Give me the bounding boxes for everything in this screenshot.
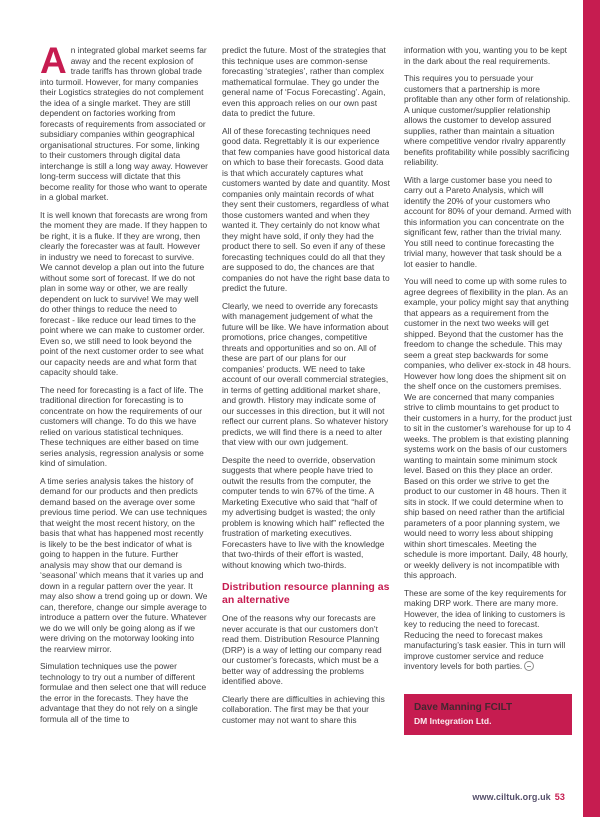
article-body bbox=[40, 40, 572, 735]
article-column-1 bbox=[40, 40, 208, 735]
end-of-article-icon bbox=[524, 661, 534, 671]
page-footer bbox=[472, 792, 565, 802]
page-number: 53 bbox=[554, 792, 565, 802]
paragraph-text: n integrated global market seems far away and the recent explosion of trade tariffs has thrown global trade into turmoil. However, for many companies their Logistics strategies do not complement the idea of a single market. They are still dependent on factories working from forecasts of requirements from associated or subsidiary companies within geographical organisational structures. For some, linking to their customers through digital data interchange is still a long way away. However long-term success will dictate that this become reality for those who want to operate in a global market. bbox=[40, 45, 208, 202]
paragraph bbox=[404, 588, 572, 672]
article-column-3 bbox=[404, 45, 572, 735]
paragraph: Despite the need to override, observation suggests that where people have tried to outwit the results from the computer, the computer tends to win 67% of the time. A Marketing Executive who said that “half of my advertising budget is wasted; the only problem is knowing which half” reflected the frustration of marketing executives. Forecasters have to live with the knowledge that two-thirds of their effort is wasted, without knowing which two-thirds. bbox=[222, 454, 385, 570]
author-box bbox=[404, 694, 572, 735]
author-name: Dave Manning FCILT bbox=[414, 701, 513, 713]
paragraph-text: These are some of the key requirements for making DRP work. There are many more. However, the idea of linking to customers is key to reducing the need to forecast. Reducing the need to forecast makes manufacturing’s task easier. This in turn will improve customer service and reduce inventory levels for both parties. bbox=[404, 587, 567, 671]
paragraph: All of these forecasting techniques need good data. Regrettably it is our experience that few companies have good historical data on which to base their forecasts. Good data is that which accurately captures what customers wanted by date and quantity. Most companies only maintain records of what they sent their customers, regardless of what those customers wanted and when they wanted it. They certainly do not know what they might have sold, if only they had the product there to sell. So even if any of these forecasting techniques could do all that they are supposed to do, the chances are that companies do not have the right base data to predict the future. bbox=[222, 125, 390, 293]
drop-cap: A bbox=[40, 40, 67, 81]
paragraph bbox=[40, 40, 208, 203]
paragraph: predict the future. Most of the strategies that this technique uses are common-sense forecasting ‘strategies’, rather than complex mathematical formulae. They go under the general name of ‘Focus Forecasting’. Again, even this approach relies on our own past data to predict the future. bbox=[222, 45, 386, 118]
paragraph: information with you, wanting you to be kept in the dark about the real requirements. bbox=[404, 45, 567, 66]
section-heading: Distribution resource planning as an alternative bbox=[222, 581, 390, 606]
paragraph: The need for forecasting is a fact of life. The traditional direction for forecasting is to concentrate on how the requirements of our customers will change. To do this we have relied on various statistical techniques. These techniques are either based on time series analysis, regression analysis or some kind of simulation. bbox=[40, 384, 204, 468]
paragraph: Clearly there are difficulties in achieving this collaboration. The first may be that your customer may not want to share this bbox=[222, 693, 385, 725]
footer-url: www.ciltuk.org.uk bbox=[472, 792, 551, 802]
paragraph: Clearly, we need to override any forecasts with management judgement of what the future will be like. We have information about promotions, price changes, competitive threats and opportunities and so on. All of these are part of our plans for our companies’ products. WE need to take account of our overall commercial strategies, in terms of getting additional market share, and growth. History may indicate some of our successes in this direction, but it will not reflect our current plans. So whatever history predicts, we will find there is a need to alter that view with our own judgement. bbox=[222, 300, 389, 447]
author-company: DM Integration Ltd. bbox=[414, 715, 492, 726]
paragraph: With a large customer base you need to carry out a Pareto Analysis, which will identify the 20% of your customers who account for 80% of your demand. Armed with this information you can concentrate on the significant few, rather than the trivial many. You still need to continue forecasting the trivial many, however that task should be a lot easier to handle. bbox=[404, 174, 572, 269]
article-column-2 bbox=[222, 45, 390, 735]
paragraph: A time series analysis takes the history of demand for our products and then predicts demand based on the average over some previous time period. We can use techniques that weight the most recent history, on the basis that what has happened most recently is likely to be the best indicator of what is going to happen in the future. Further analysis may show that our demand is ‘seasonal’ which means that it varies up and down in a regular pattern over the year. It may also show a trend going up or down. We can, therefore, change our simple average to introduce a pattern over the future. Whatever we do we will only be going along as if we were driving on the motorway looking into the rearview mirror. bbox=[40, 475, 208, 654]
paragraph: It is well known that forecasts are wrong from the moment they are made. If they happen to be right, it is a fluke. If they are wrong, then clearly the forecaster was at fault. However in industry we need to forecast to survive. We cannot develop a plan out into the future without some sort of forecast. If we do not plan in some way or other, we are really dependent on luck to survive! We may well do other things to reduce the need to forecast - like reduce our lead times to the point where we can make to customer order. Even so, we still need to look beyond the point of the next customer order to see what our capacity needs are and what form that capacity should take. bbox=[40, 209, 208, 377]
paragraph: This requires you to persuade your customers that a partnership is more profitable than any other form of relationship. A unique customer/supplier relationship allows the customer to develop assured supplies, rather than maintain a situation where competitive vendor rivalry apparently benefits profitability while possibly sacrificing reliability. bbox=[404, 73, 571, 167]
paragraph: One of the reasons why our forecasts are never accurate is that our customers don’t read them. Distribution Resource Planning (DRP) is a way of letting our company read our customer’s forecasts, which must be a better way of addressing the problems identified above. bbox=[222, 613, 382, 686]
page-edge-accent-bar bbox=[583, 0, 600, 817]
paragraph: You will need to come up with some rules to agree degrees of flexibility in the plan. As an example, your policy might say that anything that appears as a requirement from the customer in the next two weeks will get shipped. Beyond that the customer has the freedom to change the schedule. This may seem a great step backwards for some companies, who deliver ex-stock in 48 hours. However how long does the shipment sit on the shelf once on the customers premises. We are concerned that many companies strive to climb mountains to get product to their customers in a hurry, for the product just to sit in the customer’s warehouse for up to 4 weeks. The problem is that existing planning systems work on the basis of our customers wanting to maintain some minimum stock level. Based on this they place an order. Based on this order we strive to get the product to our customer in 48 hours. Then it sits in stock. If we could determine when to ship based on need rather than the artificial parameters of a poor planning system, we would need to worry less about shipping within short timescales. Meeting the schedule is more important. Daily, 48 hourly, or weekly delivery is not incompatible with this approach. bbox=[404, 276, 572, 580]
paragraph: Simulation techniques use the power technology to try out a number of different formulae and then select one that will reduce the error in the forecasts. They have the advantage that they do not rely on a single formula all of the time to bbox=[40, 661, 207, 724]
